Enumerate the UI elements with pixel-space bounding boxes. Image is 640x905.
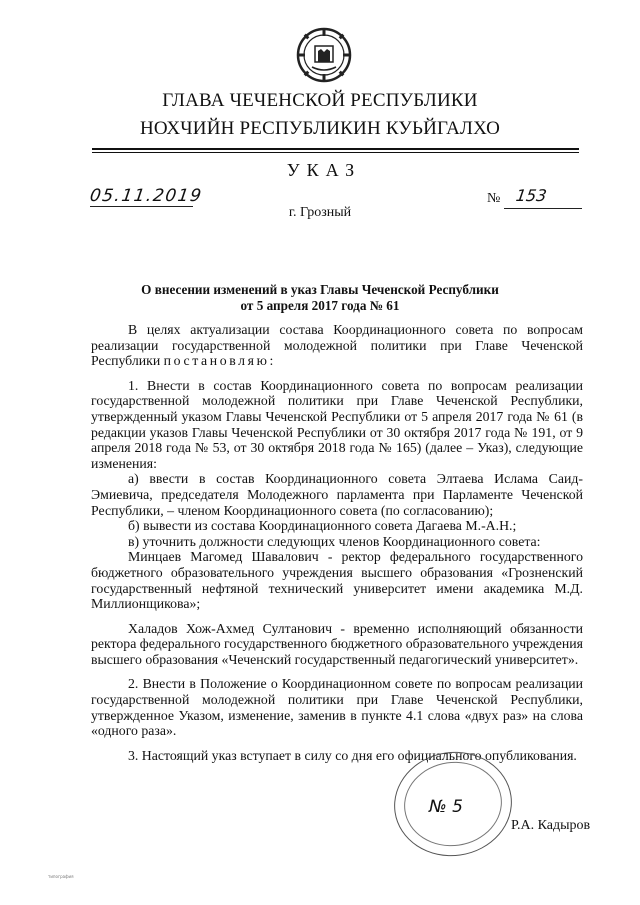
header-line-2: НОХЧИЙН РЕСПУБЛИКИН КУЬЙГАЛХО — [139, 118, 501, 139]
header-rule-thick — [92, 148, 579, 150]
paragraph-item-1c: в) уточнить должности следующих членов Координационного совета: — [128, 533, 541, 549]
paragraph-preamble — [91, 322, 583, 369]
preamble-decree-word: постановляю — [163, 353, 270, 369]
paragraph-item-1: 1. Внести в состав Координационного совета по вопросам реализации государственной молодежной политики при Главе Чеченской Республики, утвержденный указом Главы Чеченской Республики от 5 апреля 2017 года № 61 (в редакции указов Главы Чеченской Республики от 30 октября 2017 года № 191, от 9 апреля 2018 года № 53, от 30 октября 2018 года № 165) (далее – Указ), следующие изменения: — [91, 377, 583, 471]
paragraph-item-1a: а) ввести в состав Координационного совета Элтаева Ислама Саид-Эмиевича, председателя Молодежного парламента при Парламенте Чеченской Республики, – членом Координационного совета (по согласованию); — [91, 471, 583, 518]
preamble-colon: : — [269, 353, 274, 369]
stamp-number: № 5 — [429, 797, 463, 817]
document-number: 153 — [514, 186, 548, 205]
paragraph-item-3: 3. Настоящий указ вступает в силу со дня его официального опубликования. — [128, 747, 577, 763]
paragraph-item-1b: б) вывести из состава Координационного совета Дагаева М.-А.Н.; — [128, 518, 517, 534]
footer-note: типография — [48, 874, 74, 879]
city: г. Грозный — [288, 205, 352, 220]
signature-name: Р.А. Кадыров — [511, 818, 591, 833]
document-body — [91, 322, 583, 763]
title-line-2: от 5 апреля 2017 года № 61 — [240, 298, 400, 313]
document-date: 05.11.2019 — [88, 186, 204, 206]
paragraph-member-khaladov: Халадов Хож-Ахмед Султанович - временно исполняющий обязанности ректора федерального государственного бюджетного образовательного учреждения высшего образования «Чеченский государственный педагогический университет». — [91, 620, 583, 667]
paragraph-item-2: 2. Внести в Положение о Координационном совете по вопросам реализации государственной молодежной политики при Главе Чеченской Республики, утвержденное Указом, изменение, заменив в пункте 4.1 слова «двух раз» на слова «одного раза». — [91, 676, 583, 739]
number-label: № — [487, 191, 501, 206]
document-title — [0, 282, 640, 314]
header-rule-thin — [92, 152, 579, 153]
coat-of-arms-emblem — [296, 27, 352, 83]
title-line-1: О внесении изменений в указ Главы Чеченской Республики — [141, 282, 499, 297]
header-line-1: ГЛАВА ЧЕЧЕНСКОЙ РЕСПУБЛИКИ — [162, 90, 478, 111]
paragraph-member-mintsaev: Минцаев Магомед Шавалович - ректор федерального государственного бюджетного образовательного учреждения высшего образования «Грозненский государственный нефтяной технический университет имени академика М.Д. Миллионщикова»; — [91, 549, 583, 612]
preamble-text: В целях актуализации состава Координационного совета по вопросам реализации государственной молодежной политики при Главе Чеченской Республики — [91, 322, 583, 369]
document-type: УКАЗ — [286, 160, 362, 180]
